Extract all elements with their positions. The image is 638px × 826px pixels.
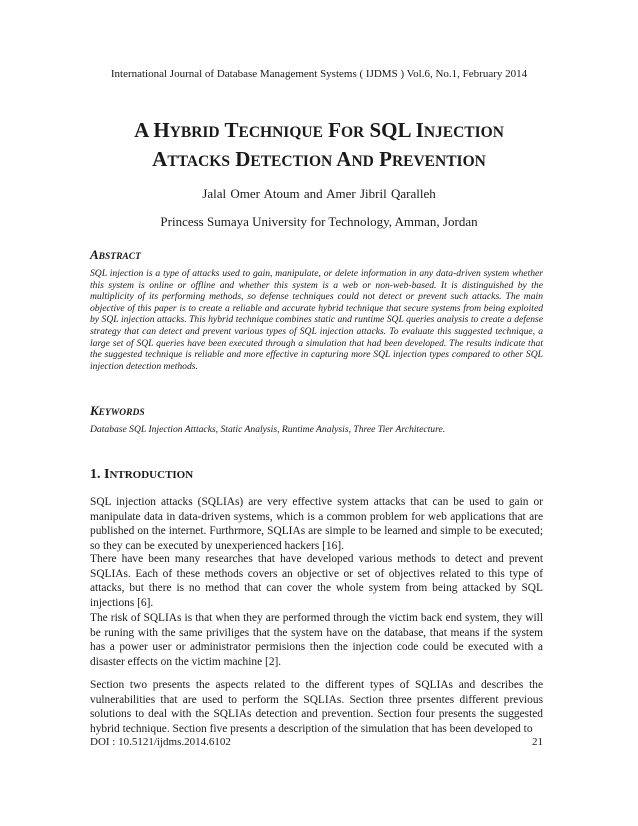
page-number: 21: [532, 736, 543, 748]
title-word: AND: [336, 147, 374, 171]
title-word: PREVENTION: [379, 147, 486, 171]
introduction-heading: 1. INTRODUCTION: [90, 467, 194, 482]
title-word: FOR: [328, 118, 365, 142]
title-word: A: [134, 118, 149, 142]
affiliation: Princess Sumaya University for Technology, Amman, Jordan: [160, 214, 478, 229]
title-word: DETECTION: [235, 147, 333, 171]
abstract-text: SQL injection is a type of attacks used to gain, manipulate, or delete information in any data-driven system whether this system is online or offline and whether this system is a web or non-web-based. It is distinguished by the multiplicity of its performing methods, so defense techniques could not detect or prevent such attacks. The main objective of this paper is to create a reliable and accurate hybrid technique that secure systems from being exploited by SQL injection attacks. This hybrid technique combines static and runtime SQL queries analysis to create a defense strategy that can detect and prevent various types of SQL injection attacks. To evaluate this suggested technique, a large set of SQL queries have been executed through a simulation that had been developed. The results indicate that the suggested technique is reliable and more effective in capturing more SQL injection types compared to other SQL injection detection methods.: [90, 268, 543, 372]
title-word: HYBRID: [153, 118, 220, 142]
intro-paragraph-4: Section two presents the aspects related to the different types of SQLIAs and describes the vulnerabilities that are used to perform the SQLIAs. Section three prsentes different previous solutions to deal with the SQLIAs detection and prevention. Section four presents the suggested hybrid technique. Section five presents a description of the simulation that has been developed to: [90, 679, 543, 735]
doi-text: DOI : 10.5121/ijdms.2014.6102: [90, 736, 231, 748]
intro-paragraph-1: SQL injection attacks (SQLIAs) are very effective system attacks that can be used to gain or manipulate data in data-driven systems, which is a common problem for web applications that are published on the internet. Furthrmore, SQLIAs are simple to be learned and simple to be executed; so they can be executed by unexperienced hackers [16].: [90, 496, 543, 552]
intro-paragraph-2: There have been many researches that have developed various methods to detect and prevent SQLIAs. Each of these methods covers an objective or set of objectives related to this type of attacks, but there is no method that can cover the whole system from being attacked by SQL injections [6].: [90, 553, 543, 609]
keywords-heading: KEYWORDS: [90, 403, 145, 418]
title-line-2: [60, 146, 578, 175]
journal-header: International Journal of Database Management Systems ( IJDMS ) Vol.6, No.1, February 2014: [110, 68, 528, 80]
paper-title: [60, 117, 578, 175]
abstract-heading: ABSTRACT: [90, 247, 141, 262]
title-line-1: [60, 117, 578, 146]
title-word: SQL: [369, 118, 411, 142]
title-word: ATTACKS: [152, 147, 230, 171]
intro-paragraph-3: The risk of SQLIAs is that when they are performed through the victim back end system, they will be runing with the same priviliges that the system have on the database, that means if the system has a power user or administrator permisions then the injection code could be executed with a disaster effects on the victim machine [2].: [90, 612, 543, 668]
keywords-text: Database SQL Injection Atttacks, Static Analysis, Runtime Analysis, Three Tier Architecture.: [90, 424, 446, 435]
title-word: TECHNIQUE: [224, 118, 323, 142]
title-word: INJECTION: [415, 118, 504, 142]
authors: Jalal Omer Atoum and Amer Jibril Qaralleh: [202, 186, 436, 201]
